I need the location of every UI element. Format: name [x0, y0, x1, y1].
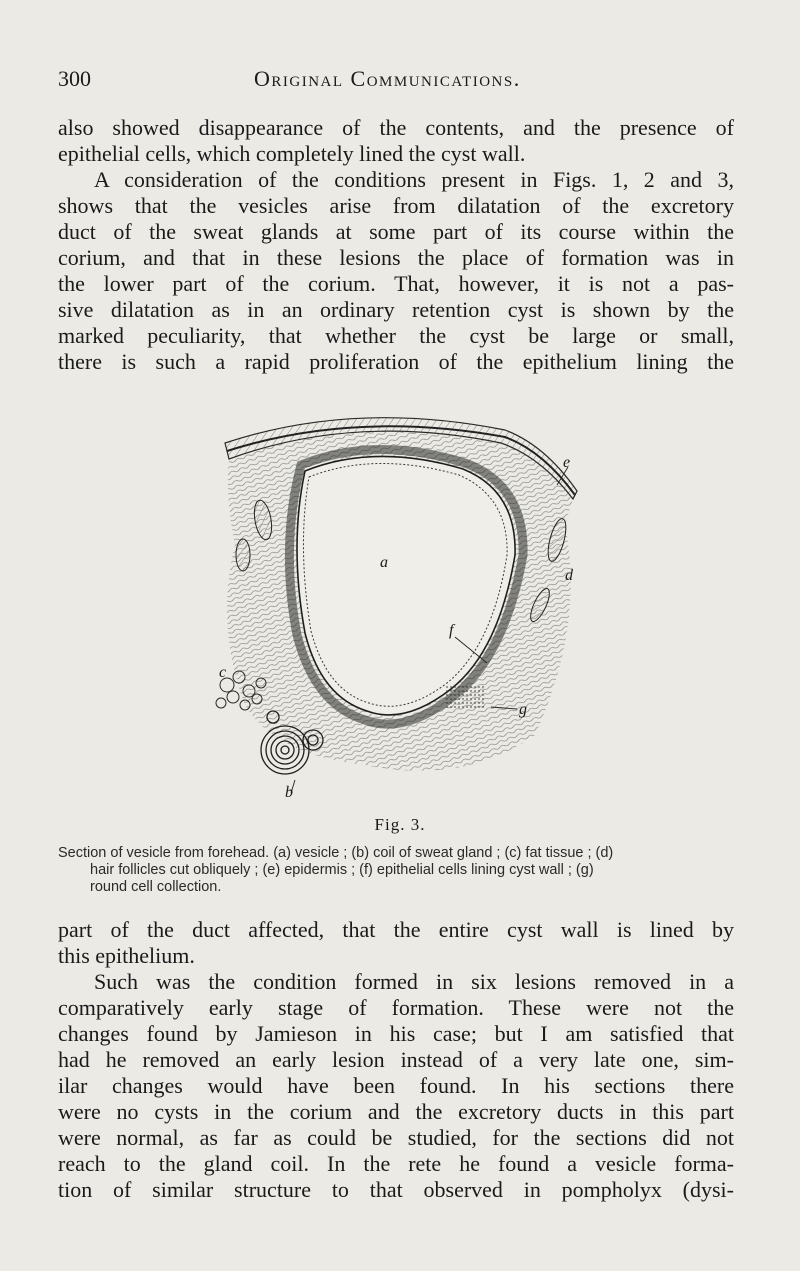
text-line: shows that the vesicles arise from dilatation of the excretory	[58, 193, 734, 218]
paragraph-1	[58, 115, 734, 167]
figure-3-illustration	[205, 405, 595, 805]
text-line: reach to the gland coil. In the rete he found a vesicle forma-	[58, 1151, 734, 1176]
paragraph-2	[58, 167, 734, 375]
label-c: c	[219, 664, 227, 681]
caption-line: hair follicles cut obliquely ; (e) epidermis ; (f) epithelial cells lining cyst wall ; (g)	[90, 862, 594, 878]
text-line: marked peculiarity, that whether the cyst be large or small,	[58, 323, 734, 348]
text-line: sive dilatation as in an ordinary retention cyst is shown by the	[58, 297, 734, 322]
page-header	[58, 66, 734, 98]
caption-line: round cell collection.	[90, 879, 222, 895]
text-line: were normal, as far as could be studied, for the sections did not	[58, 1125, 734, 1150]
text-line: were no cysts in the corium and the excretory ducts in this part	[58, 1099, 734, 1124]
figure-caption	[58, 845, 734, 896]
hair-follicle	[236, 539, 250, 571]
round-cell-collection	[445, 685, 485, 710]
text-line: the lower part of the corium. That, however, it is not a pas-	[58, 271, 734, 296]
text-line: this epithelium.	[58, 943, 195, 968]
running-head: Original Communications.	[254, 66, 521, 91]
text-line: epithelial cells, which completely lined the cyst wall.	[58, 141, 526, 166]
text-line: also showed disappearance of the contents, and the presence of	[58, 115, 734, 140]
label-d: d	[565, 567, 573, 584]
label-g: g	[519, 701, 527, 718]
label-f: f	[449, 622, 454, 639]
text-line: Such was the condition formed in six lesions removed in a	[94, 969, 734, 994]
text-line: duct of the sweat glands at some part of its course within the	[58, 219, 734, 244]
text-line: ilar changes would have been found. In his sections there	[58, 1073, 734, 1098]
paragraph-3	[58, 917, 734, 969]
text-line: changes found by Jamieson in his case; but I am satisfied that	[58, 1021, 734, 1046]
caption-line: Section of vesicle from forehead. (a) vesicle ; (b) coil of sweat gland ; (c) fat tissue ; (d)	[58, 845, 614, 861]
text-line: had he removed an early lesion instead of a very late one, sim-	[58, 1047, 734, 1072]
text-line: tion of similar structure to that observed in pompholyx (dysi-	[58, 1177, 734, 1202]
text-line: part of the duct affected, that the entire cyst wall is lined by	[58, 917, 734, 942]
page-number: 300	[58, 66, 91, 91]
label-e: e	[563, 454, 571, 471]
text-line: corium, and that in these lesions the place of formation was in	[58, 245, 734, 270]
text-line: A consideration of the conditions present in Figs. 1, 2 and 3,	[94, 167, 734, 192]
text-line: comparatively early stage of formation. These were not the	[58, 995, 734, 1020]
label-a: a	[380, 554, 388, 571]
paragraph-4	[58, 969, 734, 1203]
label-b: b	[285, 784, 293, 801]
text-line: there is such a rapid proliferation of the epithelium lining the	[58, 349, 734, 374]
figure-title: Fig. 3.	[374, 815, 426, 834]
